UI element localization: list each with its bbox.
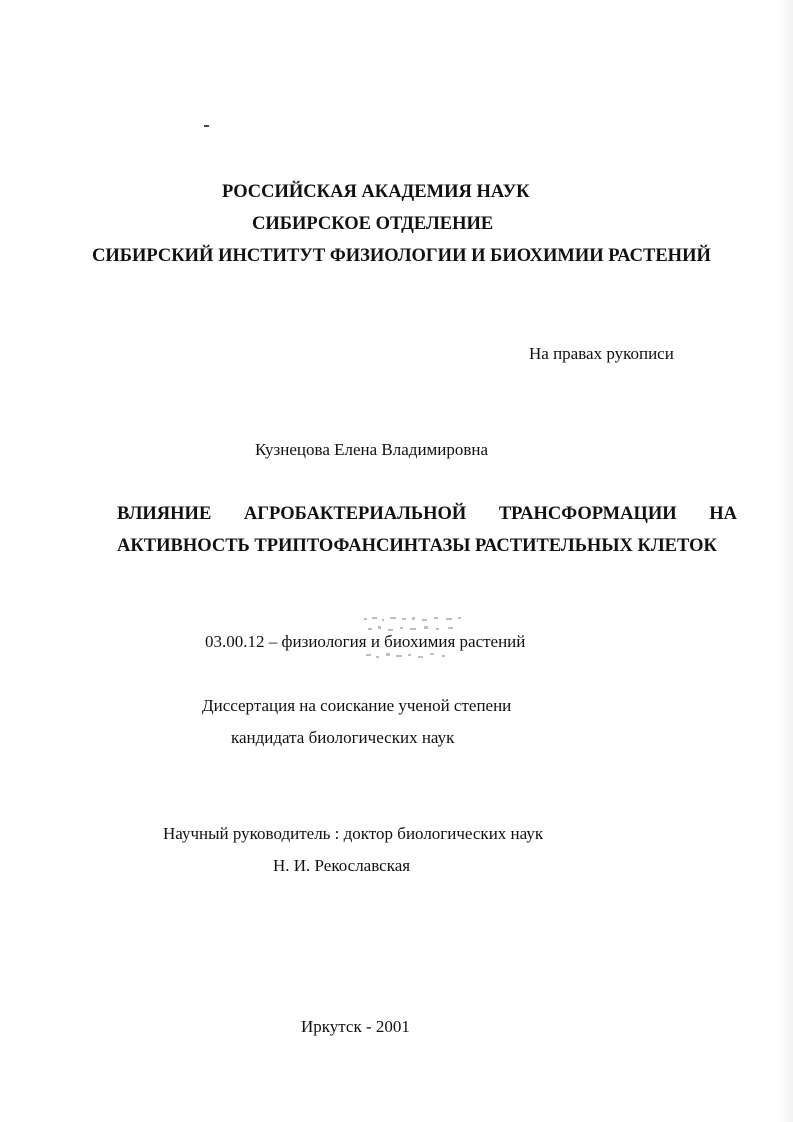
header-institute: СИБИРСКИЙ ИНСТИТУТ ФИЗИОЛОГИИ И БИОХИМИИ РАСТЕНИЙ — [92, 246, 711, 266]
scan-edge-shadow — [779, 0, 793, 1122]
title-word: ТРАНСФОРМАЦИИ — [498, 504, 677, 524]
header-branch: СИБИРСКОЕ ОТДЕЛЕНИЕ — [252, 214, 494, 234]
manuscript-note: На правах рукописи — [529, 344, 674, 363]
title-word: НА — [709, 504, 737, 524]
thesis-title-line-1 — [117, 505, 737, 524]
author-name: Кузнецова Елена Владимировна — [255, 440, 489, 459]
place-year: Иркутск - 2001 — [301, 1017, 410, 1036]
thesis-title-line-2: АКТИВНОСТЬ ТРИПТОФАНСИНТАЗЫ РАСТИТЕЛЬНЫХ КЛЕТОК — [117, 536, 717, 556]
dissertation-line-2: кандидата биологических наук — [231, 728, 455, 747]
supervisor-name: Н. И. Рекославская — [273, 856, 411, 875]
title-word: ВЛИЯНИЕ — [117, 504, 212, 524]
specialty-code: 03.00.12 – физиология и биохимия растений — [205, 632, 526, 651]
scan-speck — [204, 125, 209, 127]
header-academy: РОССИЙСКАЯ АКАДЕМИЯ НАУК — [222, 182, 530, 202]
supervisor-line-1: Научный руководитель : доктор биологических наук — [163, 824, 544, 843]
dissertation-line-1: Диссертация на соискание ученой степени — [202, 696, 512, 715]
title-word: АГРОБАКТЕРИАЛЬНОЙ — [243, 504, 467, 524]
